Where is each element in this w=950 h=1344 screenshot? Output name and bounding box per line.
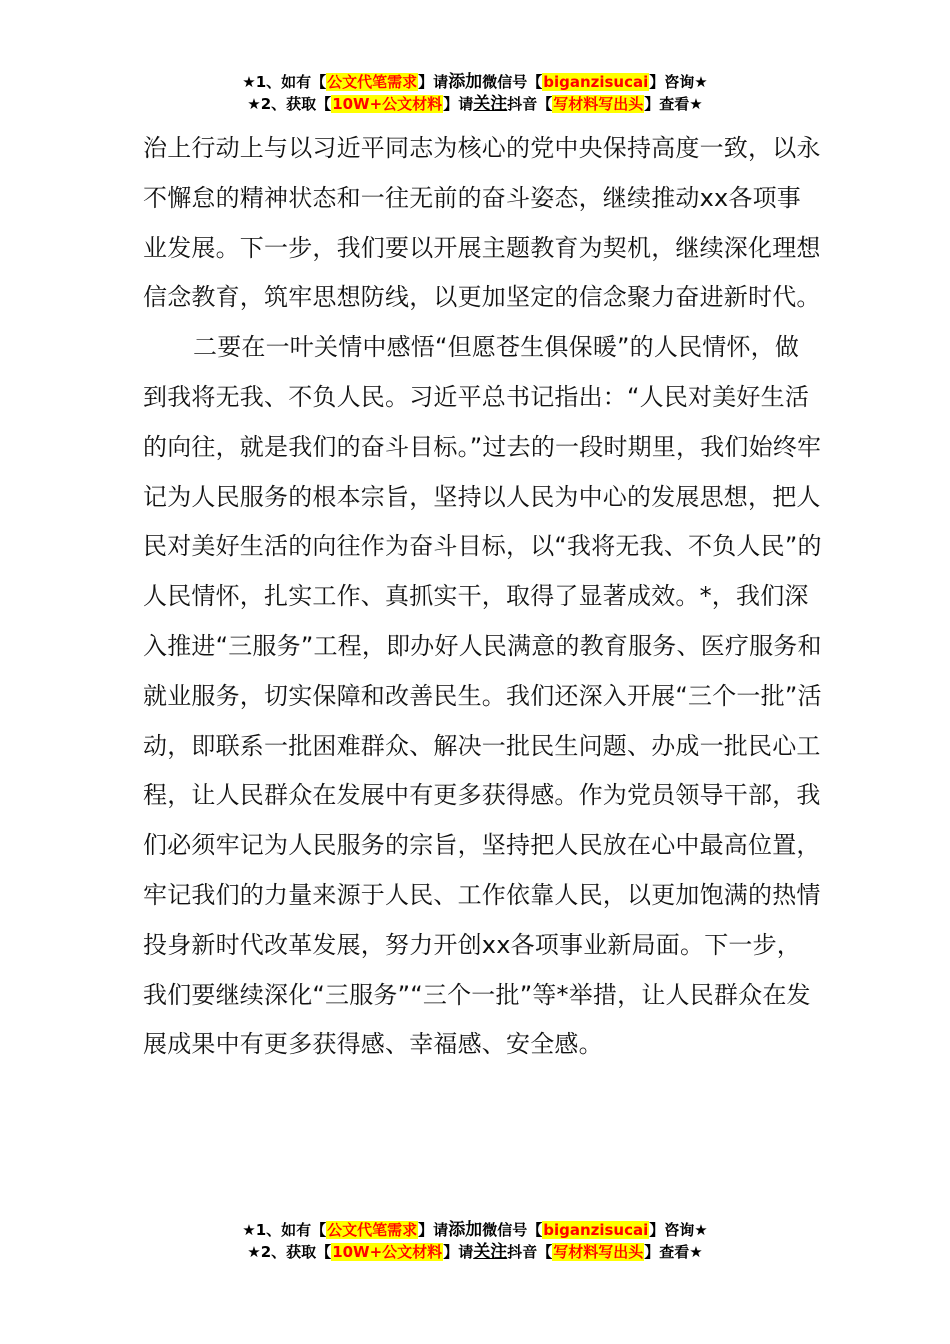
banner-line-1: ★1、如有【公文代笔需求】请添加微信号【biganzisucai】咨询★ — [242, 1220, 708, 1240]
footer-banner — [0, 1219, 950, 1263]
document-body — [143, 124, 823, 1070]
highlight-service: 公文代笔需求 — [327, 1221, 418, 1239]
highlight-wechat-id: biganzisucai — [543, 73, 649, 91]
banner-line-2: ★2、获取【10W+公文材料】请关注抖音【写材料写出头】查看★ — [247, 1242, 703, 1262]
highlight-douyin: 写材料写出头 — [553, 95, 644, 113]
highlight-douyin: 写材料写出头 — [553, 1243, 644, 1261]
header-banner — [0, 71, 950, 115]
banner-line-2: ★2、获取【10W+公文材料】请关注抖音【写材料写出头】查看★ — [247, 94, 703, 114]
paragraph-2: 二要在一叶关情中感悟“但愿苍生俱保暖”的人民情怀，做到我将无我、不负人民。习近平总书记指出：“人民对美好生活的向往，就是我们的奋斗目标。”过去的一段时期里，我们始终牢记为人民服务的根本宗旨，坚持以人民为中心的发展思想，把人民对美好生活的向往作为奋斗目标，以“我将无我、不负人民”的人民情怀，扎实工作、真抓实干，取得了显著成效。*，我们深入推进“三服务”工程，即办好人民满意的教育服务、医疗服务和就业服务，切实保障和改善民生。我们还深入开展“三个一批”活动，即联系一批困难群众、解决一批民生问题、办成一批民心工程，让人民群众在发展中有更多获得感。作为党员领导干部，我们必须牢记为人民服务的宗旨，坚持把人民放在心中最高位置，牢记我们的力量来源于人民、工作依靠人民，以更加饱满的热情投身新时代改革发展，努力开创xx各项事业新局面。下一步，我们要继续深化“三服务”“三个一批”等*举措，让人民群众在发展成果中有更多获得感、幸福感、安全感。 — [143, 333, 822, 1059]
paragraph-1: 治上行动上与以习近平同志为核心的党中央保持高度一致，以永不懈怠的精神状态和一往无前的奋斗姿态，继续推动xx各项事业发展。下一步，我们要以开展主题教育为契机，继续深化理想信念教育，筑牢思想防线，以更加坚定的信念聚力奋进新时代。 — [143, 134, 821, 312]
highlight-service: 公文代笔需求 — [327, 73, 418, 91]
highlight-materials: 10W+公文材料 — [332, 1243, 443, 1261]
highlight-wechat-id: biganzisucai — [543, 1221, 649, 1239]
highlight-materials: 10W+公文材料 — [332, 95, 443, 113]
banner-line-1: ★1、如有【公文代笔需求】请添加微信号【biganzisucai】咨询★ — [242, 72, 708, 92]
